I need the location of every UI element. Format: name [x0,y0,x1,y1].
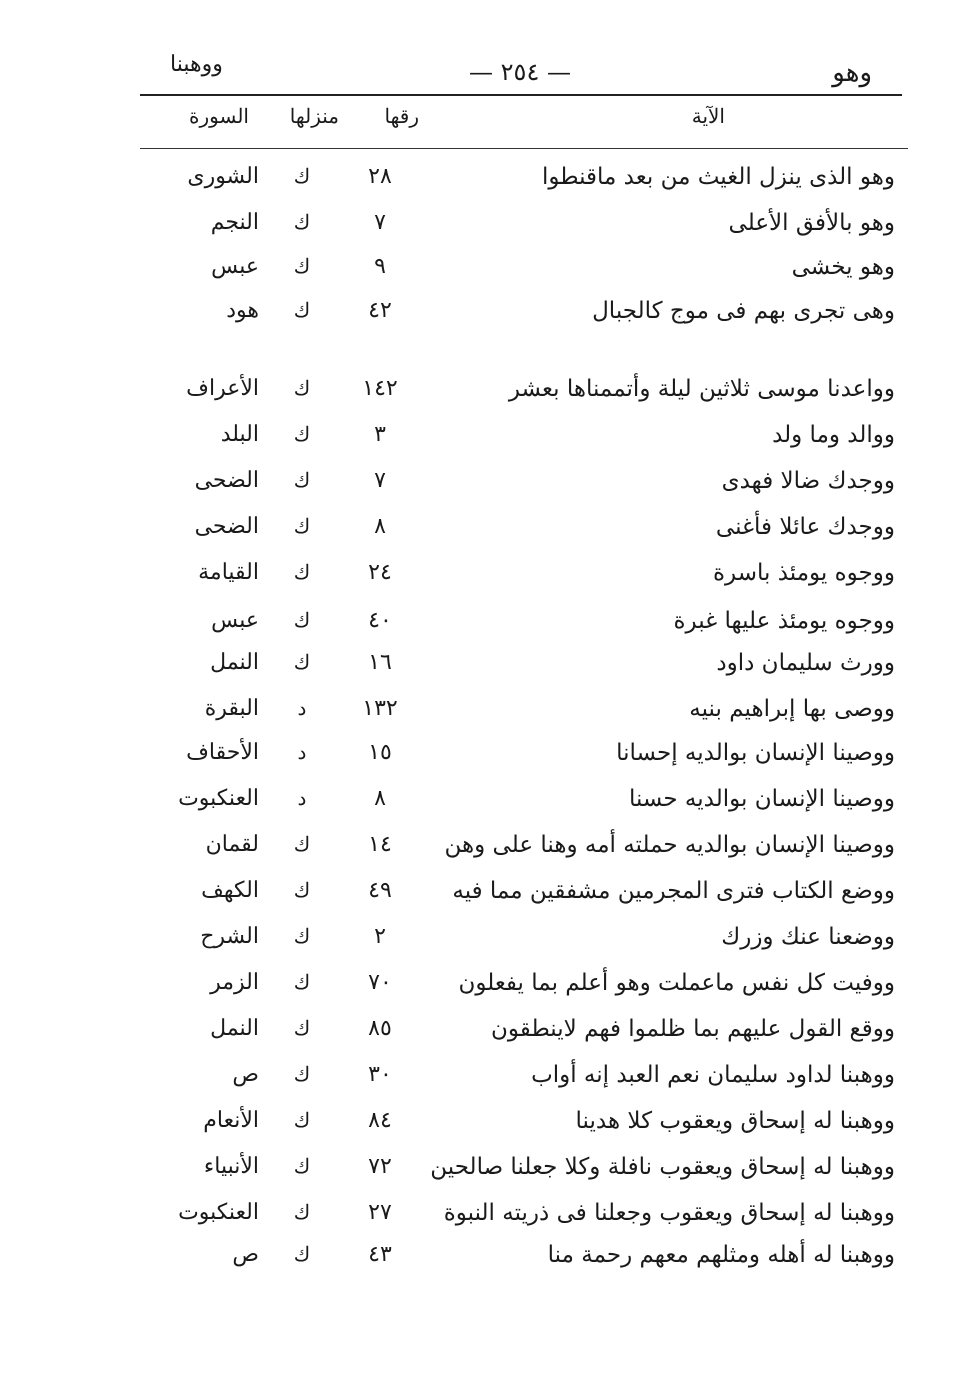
surah-name: العنكبوت [178,1200,259,1225]
surah-name: الضحى [194,514,259,539]
revelation-place: ك [293,560,311,584]
table-row [0,1242,967,1282]
table-row [0,1154,967,1194]
ayah-text: ووصينا الإنسان بوالديه حسنا [628,786,895,812]
header-rule [140,94,902,96]
ayah-text: ووجدك ضالا فهدى [721,468,895,494]
ayah-text: ووفيت كل نفس ماعملت وهو أعلم بما يفعلون [458,970,895,996]
table-row [0,468,967,508]
column-header-place: منزلها [289,104,339,128]
ayah-text: ووضع الكتاب فترى المجرمين مشفقين مما فيه [452,878,895,904]
revelation-place: ك [293,164,311,188]
table-row [0,422,967,462]
page-number: — ٢٥٤ — [469,58,571,86]
revelation-place: ك [293,1016,311,1040]
revelation-place: د [297,740,307,764]
ayah-number: ٧٠ [368,970,392,995]
surah-name: النمل [210,650,259,675]
surah-name: عبس [211,608,259,633]
table-row [0,832,967,872]
table-row [0,696,967,736]
running-head-left: ووهبنا [170,52,223,77]
verse-index-table [0,150,967,1290]
table-row [0,1062,967,1102]
page-header [140,52,900,92]
revelation-place: ك [293,298,311,322]
running-head-right: وهو [832,58,872,88]
ayah-text: ووهبنا له إسحاق ويعقوب كلا هدينا [575,1108,895,1134]
revelation-place: ك [293,878,311,902]
revelation-place: ك [293,832,311,856]
revelation-place: ك [293,608,311,632]
table-row [0,878,967,918]
column-header-number: رقها [384,104,419,128]
revelation-place: ك [293,650,311,674]
revelation-place: ك [293,1108,311,1132]
ayah-text: ووهبنا له إسحاق ويعقوب نافلة وكلا جعلنا صالحين [430,1154,895,1180]
ayah-text: ووقع القول عليهم بما ظلموا فهم لاينطقون [491,1016,895,1042]
surah-name: النجم [210,210,259,235]
ayah-text: ووصى بها إبراهيم بنيه [689,696,895,722]
table-row [0,514,967,554]
ayah-number: ٢ [374,924,386,949]
ayah-text: ووجوه يومئذ باسرة [712,560,895,586]
ayah-text: ووجوه يومئذ عليها غبرة [673,608,895,634]
surah-name: العنكبوت [178,786,259,811]
ayah-text: ووهبنا له أهله ومثلهم معهم رحمة منا [547,1242,895,1268]
ayah-number: ٨ [374,786,386,811]
ayah-number: ٤٠ [368,608,392,633]
ayah-number: ١٦ [368,650,392,675]
revelation-place: ك [293,1154,311,1178]
ayah-number: ٤٣ [368,1242,392,1267]
surah-name: الأحقاف [186,740,259,765]
ayah-text: ووصينا الإنسان بوالديه إحسانا [616,740,895,766]
surah-name: الأعراف [186,376,259,401]
surah-name: عبس [211,254,259,279]
ayah-text: ووجدك عائلا فأغنى [715,514,895,540]
surah-name: هود [226,298,259,323]
surah-name: القيامة [198,560,259,585]
ayah-number: ٨ [374,514,386,539]
table-row [0,560,967,600]
ayah-number: ٢٤ [368,560,392,585]
surah-name: ص [232,1242,259,1267]
ayah-text: وهو الذى ينزل الغيث من بعد ماقنطوا [541,164,895,190]
revelation-place: ك [293,1242,311,1266]
surah-name: الضحى [194,468,259,493]
revelation-place: ك [293,422,311,446]
revelation-place: ك [293,1062,311,1086]
revelation-place: ك [293,254,311,278]
table-row [0,254,967,294]
ayah-number: ١٣٢ [362,696,398,721]
table-row [0,1108,967,1148]
revelation-place: ك [293,514,311,538]
table-row [0,970,967,1010]
revelation-place: ك [293,970,311,994]
ayah-number: ٨٤ [368,1108,392,1133]
surah-name: الأنبياء [203,1154,259,1179]
ayah-number: ١٥ [368,740,392,765]
table-row [0,608,967,648]
ayah-text: وواعدنا موسى ثلاثين ليلة وأتممناها بعشر [508,376,895,402]
table-row [0,376,967,416]
table-row [0,1200,967,1240]
ayah-number: ١٤ [368,832,392,857]
column-header-surah: السورة [189,104,249,128]
revelation-place: ك [293,376,311,400]
ayah-number: ٢٧ [368,1200,392,1225]
ayah-text: ووضعنا عنك وزرك [721,924,895,950]
surah-name: لقمان [205,832,259,857]
ayah-text: وهو بالأفق الأعلى [728,210,895,236]
surah-name: الزمر [210,970,259,995]
table-row [0,1016,967,1056]
table-row [0,164,967,204]
surah-name: الشورى [187,164,259,189]
ayah-text: ووصينا الإنسان بوالديه حملته أمه وهنا على وهن [444,832,895,858]
table-row [0,786,967,826]
ayah-text: ووهبنا لداود سليمان نعم العبد إنه أواب [531,1062,895,1088]
surah-name: البقرة [204,696,259,721]
ayah-number: ٧٢ [368,1154,392,1179]
surah-name: الشرح [200,924,259,949]
surah-name: النمل [210,1016,259,1041]
revelation-place: ك [293,1200,311,1224]
revelation-place: د [297,696,307,720]
ayah-number: ٢٨ [368,164,392,189]
surah-name: ص [232,1062,259,1087]
revelation-place: ك [293,210,311,234]
ayah-text: ووالد وما ولد [772,422,895,448]
ayah-text: ووهبنا له إسحاق ويعقوب وجعلنا فى ذريته النبوة [443,1200,895,1226]
ayah-number: ٨٥ [368,1016,392,1041]
ayah-number: ٩ [374,254,386,279]
revelation-place: ك [293,468,311,492]
table-row [0,924,967,964]
ayah-number: ٤٢ [368,298,392,323]
surah-name: الأنعام [203,1108,259,1133]
column-header-ayah: الآية [691,104,725,128]
table-row [0,740,967,780]
surah-name: الكهف [201,878,259,903]
table-row [0,650,967,690]
column-header-rule [140,148,908,149]
ayah-number: ١٤٢ [362,376,398,401]
ayah-number: ٣ [374,422,386,447]
ayah-text: وورث سليمان داود [716,650,895,676]
ayah-number: ٣٠ [368,1062,392,1087]
ayah-text: وهو يخشى [791,254,895,280]
ayah-text: وهى تجرى بهم فى موج كالجبال [592,298,895,324]
ayah-number: ٤٩ [368,878,392,903]
revelation-place: د [297,786,307,810]
table-row [0,298,967,338]
ayah-number: ٧ [374,468,386,493]
surah-name: البلد [220,422,259,447]
revelation-place: ك [293,924,311,948]
table-row [0,210,967,250]
ayah-number: ٧ [374,210,386,235]
